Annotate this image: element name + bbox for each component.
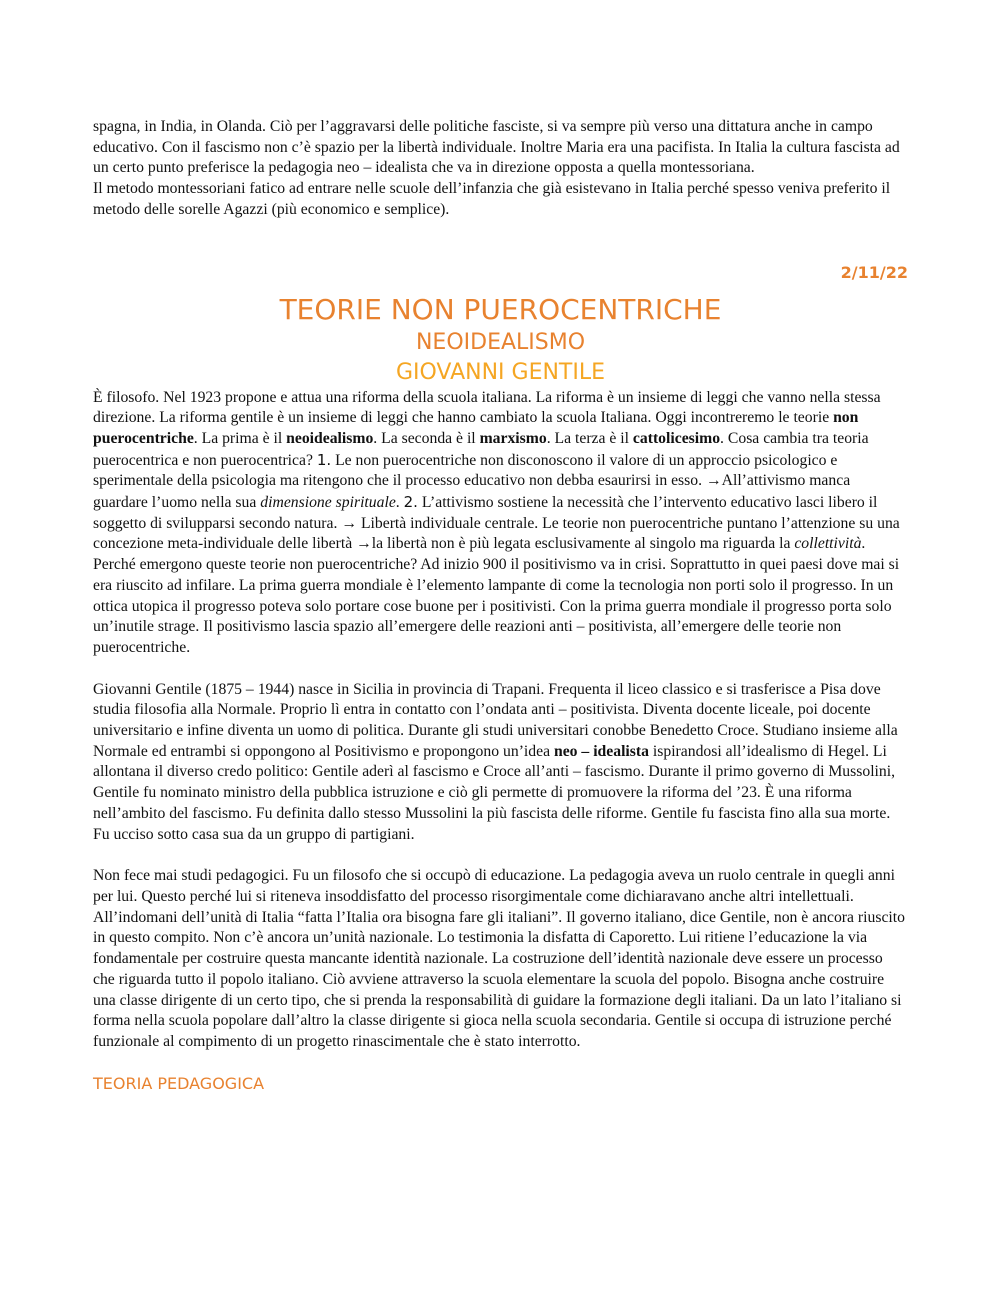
bold-term: neoidealismo bbox=[286, 429, 374, 447]
text-run: L’attivismo sostiene la necessità che l’intervento educativo lasci libero il soggetto di svilupparsi secondo natura. bbox=[93, 494, 878, 532]
intro-paragraph-2: Il metodo montessoriani fatico ad entrare nelle scuole dell’infanzia che già esistevano in Italia perché spesso veniva preferito il metodo delle sorelle Agazzi (più economico e semplice). bbox=[93, 180, 891, 218]
paragraph-gentile-education: Non fece mai studi pedagogici. Fu un filosofo che si occupò di educazione. La pedagogia aveva un ruolo centrale in quegli anni per lui. Questo perché lui si riteneva insoddisfatto del processo risorgimentale come dichiaravano anche altri intellettuali. All’indomani dell’unità di Italia “fatta l’Italia ora bisogna fare gli italiani”. Il governo italiano, dice Gentile, non è ancora riuscito in questo compito. Non c’è ancora un’unità nazionale. Lo testimonia la disfatta di Caporetto. Lui ritiene l’educazione la via fondamentale per costruire questa mancante identità nazionale. La costruzione dell’identità nazionale deve essere un processo che riguarda tutto il popolo italiano. Ciò avviene attraverso la scuola elementare la scuola del popolo. Bisogna anche costruire una classe dirigente di un certo tipo, che si prenda la responsabilità di guidare la formazione degli italiani. Da un lato l’italiano si forma nella scuola popolare dall’altro la classe dirigente si gioca nella scuola secondaria. Gentile si occupa di istruzione perché funzionale al compimento di un progetto rinascimentale che è stato interrotto. bbox=[93, 867, 905, 1050]
lesson-date: 2/11/22 bbox=[840, 262, 908, 282]
page-subtitle: NEOIDEALISMO bbox=[415, 329, 586, 355]
paragraph-gentile-reform bbox=[93, 388, 908, 659]
bold-term: non puerocentriche bbox=[93, 409, 859, 447]
text-run: . bbox=[395, 494, 404, 512]
text-run: . Cosa cambia tra teoria puerocentrica e non puerocentrica? bbox=[93, 429, 869, 469]
text-run: . La prima è il bbox=[193, 429, 287, 447]
list-number: 1. bbox=[316, 450, 332, 469]
text-run: All’attivismo manca guardare l’uomo nella sua bbox=[93, 472, 851, 512]
text-run: . Perché emergono queste teorie non puerocentriche? Ad inizio 900 il positivismo va in crisi. Soprattutto in quei paesi dove mai si era riuscito ad infilare. La prima guerra mondiale è l’elemento lampante di come la tecnologia non porti solo il progresso. In un ottica utopica il progresso poteva solo portare cose buone per i positivisti. Con la prima guerra mondiale il progresso porta solo un’inutile strage. Il positivismo lascia spazio all’emergere delle reazioni anti – positivista, all’emergere delle teorie non puerocentriche. bbox=[93, 535, 900, 656]
text-run: la libertà non è più legata esclusivamente al singolo ma riguarda la bbox=[371, 535, 795, 553]
arrow-icon: → bbox=[341, 514, 358, 532]
section-heading: TEORIA PEDAGOGICA bbox=[93, 1073, 265, 1093]
arrow-icon: → bbox=[356, 535, 372, 553]
text-run: È filosofo. Nel 1923 propone e attua una riforma della scuola italiana. La riforma è un insieme di leggi che vanno nella stessa direzione. La riforma gentile è un insieme di leggi che hanno cambiato la scuola Italiana. Oggi incontreremo le teorie bbox=[93, 388, 881, 427]
paragraph-gentile-biography bbox=[93, 680, 908, 846]
list-number: 2. bbox=[403, 493, 418, 512]
text-run: Libertà individuale centrale. Le teorie non puerocentriche puntano l’attenzione su una concezione meta-individuale delle libertà bbox=[93, 514, 900, 553]
bold-term: neo – idealista bbox=[553, 742, 649, 760]
text-run: ispirandosi all’idealismo di Hegel. Li allontana il diverso credo politico: Gentile aderì al fascismo e Croce all’anti – fascismo. Durante il primo governo di Mussolini, Gentile fu nominato ministro della pubblica istruzione e ciò gli permette di promuovere la riforma del ’23. È una riforma nell’ambito del fascismo. Fu definita dallo stesso Mussolini la più fascista delle riforme. Gentile fu fascista fino alla sua morte. Fu ucciso sotto casa sua da un gruppo di partigiani. bbox=[93, 742, 896, 843]
person-heading: GIOVANNI GENTILE bbox=[395, 359, 606, 385]
bold-term: cattolicesimo bbox=[632, 429, 721, 447]
italic-term: collettività bbox=[794, 535, 862, 553]
text-run: . La seconda è il bbox=[373, 429, 480, 447]
text-run: Giovanni Gentile (1875 – 1944) nasce in Sicilia in provincia di Trapani. Frequenta il liceo classico e si trasferisce a Pisa dove studia filosofia alla Normale. Proprio lì entra in contatto con l’ondata anti – positivista. Diventa docente liceale, poi docente universitario e infine diventa un uomo di politica. Durante gli studi universitari conobbe Benedetto Croce. Studiano insieme alla Normale ed entrambi si oppongono al Positivismo e propongono un’idea bbox=[93, 680, 898, 760]
italic-term: dimensione spirituale bbox=[260, 494, 396, 512]
intro-paragraph-1: spagna, in India, in Olanda. Ciò per l’aggravarsi delle politiche fasciste, si va sempre più verso una dittatura anche in campo educativo. Con il fascismo non c’è spazio per la libertà individuale. Inoltre Maria era una pacifista. In Italia la cultura fascista ad un certo punto preferisce la pedagogia neo – idealista che va in direzione opposta a quella montessoriana. bbox=[93, 118, 900, 177]
arrow-icon: → bbox=[705, 472, 722, 490]
text-run: . La terza è il bbox=[546, 429, 633, 447]
page-title: TEORIE NON PUEROCENTRICHE bbox=[279, 292, 722, 326]
text-run: Le non puerocentriche non disconoscono il valore di un approccio psicologico e sperimentale della psicologia ma ritengono che il processo educativo non debba esaurirsi in esso. bbox=[93, 451, 838, 490]
document-content bbox=[93, 117, 908, 1095]
bold-term: marxismo bbox=[479, 429, 547, 447]
